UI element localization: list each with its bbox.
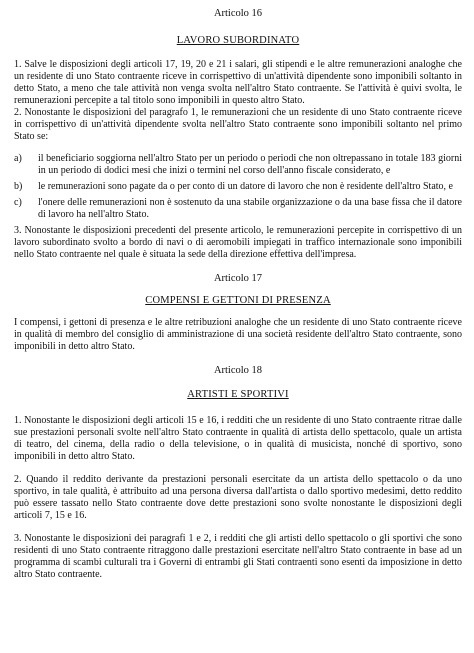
- list-marker: a): [14, 153, 22, 164]
- list-item-text: l'onere delle remunerazioni non è sostenuto da una stabile organizzazione o da una base fissa che il datore di lavoro ha nell'altro Stato.: [38, 197, 462, 220]
- article-17-heading: Articolo 17: [213, 273, 263, 284]
- list-item: [14, 197, 462, 221]
- list-item-text: il beneficiario soggiorna nell'altro Stato per un periodo o periodi che non oltrepassano in totale 183 giorni in un periodo di dodici mesi che inizi o termini nel corso dell'anno fiscale considerato, e: [38, 153, 462, 176]
- article-16-conditions-list: [14, 153, 462, 221]
- article-18-paragraph-3: 3. Nonostante le disposizioni dei paragrafi 1 e 2, i redditi che gli artisti dello spettacolo o gli sportivi che sono residenti di uno Stato contraente ritraggono dalle prestazioni esercitate nell'altro Stato contraente in base ad un programma di scambi culturali tra i Governi di entrambi gli Stati contraenti sono esenti da imposizione in detto altro Stato contraente.: [14, 533, 462, 580]
- article-17-paragraph-1: I compensi, i gettoni di presenza e le altre retribuzioni analoghe che un residente di uno Stato contraente riceve in qualità di membro del consiglio di amministrazione di una società residente dell'altro Stato contraente, sono imponibili in detto altro Stato.: [14, 317, 462, 352]
- list-marker: c): [14, 197, 22, 208]
- article-16-paragraph-2: 2. Nonostante le disposizioni del paragrafo 1, le remunerazioni che un residente di uno Stato contraente riceve in corrispettivo di un'attività dipendente svolta nell'altro Stato contraente sono imponibili soltanto nel primo Stato se:: [14, 107, 462, 142]
- article-17-title: COMPENSI E GETTONI DI PRESENZA: [145, 295, 331, 306]
- article-18-title: ARTISTI E SPORTIVI: [187, 389, 289, 400]
- article-18-paragraph-1: 1. Nonostante le disposizioni degli articoli 15 e 16, i redditi che un residente di uno Stato contraente ritrae dalle sue prestazioni personali svolte nell'altro Stato contraente in qualità di artista dello spettacolo, quale un artista di teatro, del cinema, della radio o della televisione, o in qualità di musicista, nonché di sportivo, sono imponibili in detto altro Stato.: [14, 415, 462, 462]
- article-18-heading: Articolo 18: [213, 365, 263, 376]
- list-marker: b): [14, 181, 23, 192]
- article-16-paragraph-3: 3. Nonostante le disposizioni precedenti del presente articolo, le remunerazioni percepite in corrispettivo di un lavoro subordinato svolto a bordo di navi o di aeromobili impiegati in traffico internazionale sono imponibili nello Stato contraente nel quale è situata la sede della direzione effettiva dell'impresa.: [14, 225, 462, 260]
- article-16-paragraph-1: 1. Salve le disposizioni degli articoli 17, 19, 20 e 21 i salari, gli stipendi e le altre remunerazioni analoghe che un residente di uno Stato contraente riceve in corrispettivo di un'attività dipendente sono imponibili soltanto in detto Stato, a meno che tale attività non venga svolta nell'altro Stato contraente. Se l'attività è quivi svolta, le remunerazioni percepite a tal titolo sono imponibili in questo altro Stato.: [14, 59, 462, 106]
- article-16-title: LAVORO SUBORDINATO: [176, 35, 300, 46]
- article-18-paragraph-2: 2. Quando il reddito derivante da prestazioni personali esercitate da un artista dello spettacolo o da uno sportivo, in tale qualità, è attribuito ad una persona diversa dall'artista o dallo sportivo medesimi, detto reddito può essere tassato nello Stato contraente dove dette prestazioni sono svolte nonostante le disposizioni degli articoli 7, 15 e 16.: [14, 474, 462, 521]
- article-16-heading: Articolo 16: [213, 8, 263, 19]
- list-item: [14, 181, 462, 193]
- list-item: [14, 153, 462, 177]
- list-item-text: le remunerazioni sono pagate da o per conto di un datore di lavoro che non è residente dell'altro Stato, e: [38, 181, 453, 192]
